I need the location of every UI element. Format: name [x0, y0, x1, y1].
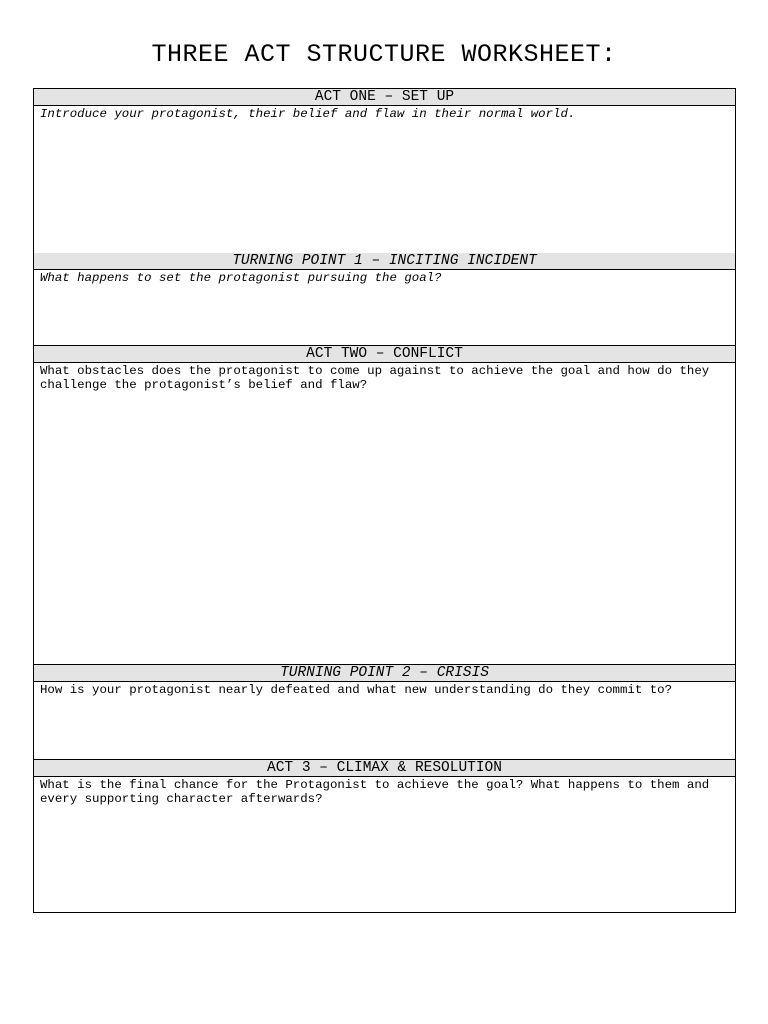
section-act-three	[34, 760, 735, 912]
section-answer-area[interactable]	[34, 363, 735, 665]
section-answer-area[interactable]	[34, 106, 735, 254]
section-prompt: What happens to set the protagonist pursuing the goal?	[40, 271, 442, 285]
section-answer-area[interactable]	[34, 682, 735, 760]
section-prompt: What obstacles does the protagonist to come up against to achieve the goal and how do they challenge the protagonist’s belief and flaw?	[40, 364, 710, 392]
section-heading: ACT TWO – CONFLICT	[34, 346, 735, 363]
section-heading: TURNING POINT 1 – INCITING INCIDENT	[34, 253, 735, 270]
section-heading: TURNING POINT 2 – CRISIS	[34, 665, 735, 682]
worksheet-table	[33, 88, 736, 913]
section-act-two	[34, 346, 735, 665]
section-heading: ACT ONE – SET UP	[34, 89, 735, 106]
section-act-one	[34, 89, 735, 254]
page-title: THREE ACT STRUCTURE WORKSHEET:	[151, 40, 617, 69]
section-answer-area[interactable]	[34, 270, 735, 346]
section-prompt: Introduce your protagonist, their belief and flaw in their normal world.	[40, 107, 576, 121]
section-prompt: How is your protagonist nearly defeated and what new understanding do they commit to?	[40, 683, 673, 697]
section-turning-point-2	[34, 665, 735, 760]
section-prompt: What is the final chance for the Protagonist to achieve the goal? What happens to them and every supporting character afterwards?	[40, 778, 710, 806]
section-turning-point-1	[34, 253, 735, 346]
section-answer-area[interactable]	[34, 777, 735, 912]
section-heading: ACT 3 – CLIMAX & RESOLUTION	[34, 760, 735, 777]
